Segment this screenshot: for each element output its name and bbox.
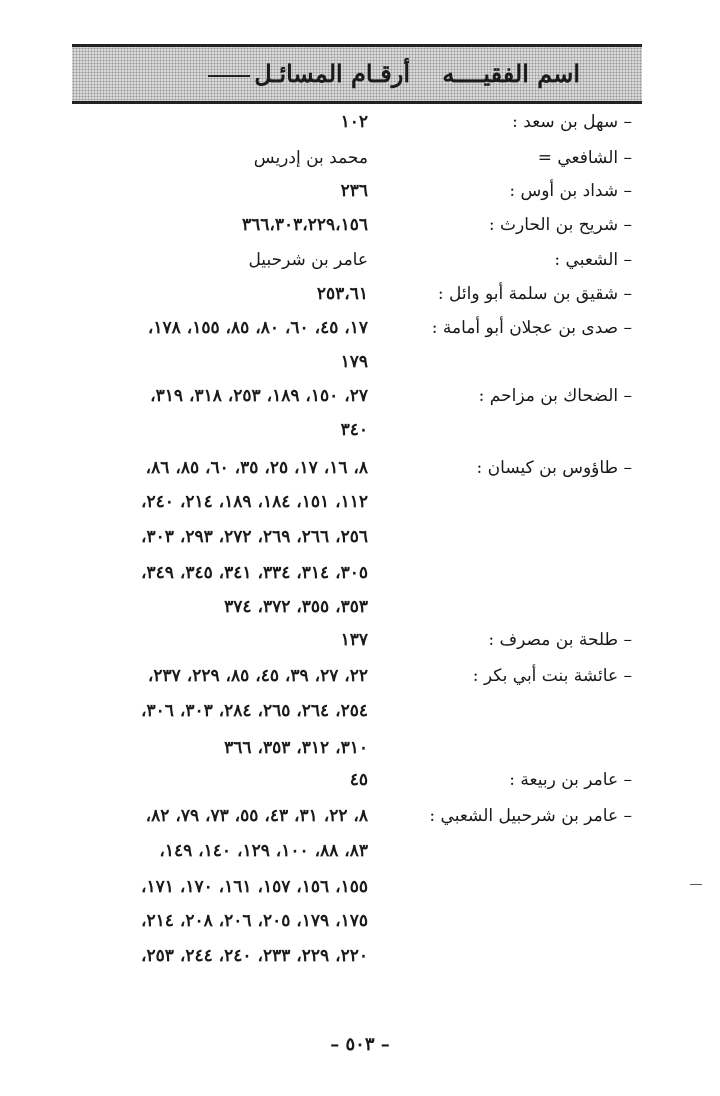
issue-numbers: ٢٥٣،٦١ — [316, 284, 368, 304]
issue-numbers: ٨٣، ٨٨، ١٠٠، ١٢٩، ١٤٠، ١٤٩، — [159, 841, 368, 861]
issue-numbers: ٣٤٠ — [340, 420, 368, 440]
table-row — [0, 738, 720, 772]
table-row — [0, 284, 720, 318]
jurist-name: – عامر بن شرحبيل الشعبي : — [429, 806, 632, 826]
issue-numbers: ٢٣٦ — [340, 181, 368, 201]
table-row — [0, 318, 720, 352]
table-row — [0, 666, 720, 700]
table-row — [0, 352, 720, 386]
issue-numbers: ١٣٧ — [340, 630, 368, 650]
jurist-name: – عائشة بنت أبي بكر : — [472, 666, 632, 686]
table-row — [0, 563, 720, 597]
table-row — [0, 770, 720, 804]
table-row — [0, 420, 720, 454]
table-row — [0, 492, 720, 526]
jurist-name: – طاؤوس بن كيسان : — [476, 458, 632, 478]
jurist-name: – شريح بن الحارث : — [488, 215, 632, 235]
issue-numbers: ٣٦٦،٣٠٣،٢٢٩،١٥٦ — [241, 215, 368, 235]
jurist-name: – سهل بن سعد : — [512, 112, 632, 132]
issue-numbers: ٢٧، ١٥٠، ١٨٩، ٢٥٣، ٣١٨، ٣١٩، — [150, 386, 368, 406]
issue-numbers: ٨، ١٦، ١٧، ٢٥، ٣٥، ٦٠، ٨٥، ٨٦، — [145, 458, 368, 478]
jurist-name: – الشعبي : — [554, 250, 632, 270]
issue-numbers: ٣١٠، ٣١٢، ٣٥٣، ٣٦٦ — [224, 738, 368, 758]
jurist-name: – شداد بن أوس : — [509, 181, 632, 201]
issue-numbers: ٢٢، ٢٧، ٣٩، ٤٥، ٨٥، ٢٢٩، ٢٣٧، — [147, 666, 368, 686]
table-row — [0, 386, 720, 420]
header-issue-numbers: أرقـام المسائـل — [204, 59, 410, 88]
jurist-name: – طلحة بن مصرف : — [488, 630, 632, 650]
table-row — [0, 701, 720, 735]
issue-numbers: ٤٥ — [349, 770, 368, 790]
table-row — [0, 597, 720, 631]
page-number: – ٥٠٣ – — [330, 1034, 390, 1055]
table-row — [0, 630, 720, 664]
issue-numbers: عامر بن شرحبيل — [248, 250, 368, 270]
table-row — [0, 841, 720, 875]
table-row — [0, 458, 720, 492]
issue-numbers: ٨، ٢٢، ٣١، ٤٣، ٥٥، ٧٣، ٧٩، ٨٢، — [145, 806, 368, 826]
margin-mark — [690, 884, 702, 885]
issue-numbers: ٢٢٠، ٢٢٩، ٢٣٣، ٢٤٠، ٢٤٤، ٢٥٣، — [141, 946, 368, 966]
issue-numbers: ١٧٥، ١٧٩، ٢٠٥، ٢٠٦، ٢٠٨، ٢١٤، — [141, 911, 368, 931]
issue-numbers: ١٧٩ — [340, 352, 368, 372]
table-row — [0, 215, 720, 249]
issue-numbers: ١٥٥، ١٥٦، ١٥٧، ١٦١، ١٧٠، ١٧١، — [141, 877, 368, 897]
table-row — [0, 911, 720, 945]
issue-numbers: ٣٠٥، ٣١٤، ٣٣٤، ٣٤١، ٣٤٥، ٣٤٩، — [141, 563, 368, 583]
issue-numbers: ٢٥٦، ٢٦٦، ٢٦٩، ٢٧٢، ٢٩٣، ٣٠٣، — [141, 527, 368, 547]
issue-numbers: ١٠٢ — [340, 112, 368, 132]
jurist-name: – شقيق بن سلمة أبو وائل : — [437, 284, 632, 304]
issue-numbers: محمد بن إدريس — [253, 148, 368, 168]
jurist-name: – صدى بن عجلان أبو أمامة : — [431, 318, 632, 338]
table-row — [0, 250, 720, 284]
issue-numbers: ١١٢، ١٥١، ١٨٤، ١٨٩، ٢١٤، ٢٤٠، — [141, 492, 368, 512]
jurist-name: – الضحاك بن مزاحم : — [478, 386, 632, 406]
header-jurist-name: اسم الفقيــــه — [442, 59, 580, 88]
jurist-name: – عامر بن ربيعة : — [509, 770, 632, 790]
issue-numbers: ٣٥٣، ٣٥٥، ٣٧٢، ٣٧٤ — [224, 597, 368, 617]
table-row — [0, 112, 720, 146]
table-header — [72, 44, 642, 104]
issue-numbers: ١٧، ٤٥، ٦٠، ٨٠، ٨٥، ١٥٥، ١٧٨، — [147, 318, 368, 338]
table-row — [0, 527, 720, 561]
table-row — [0, 877, 720, 911]
table-row — [0, 181, 720, 215]
issue-numbers: ٢٥٤، ٢٦٤، ٢٦٥، ٢٨٤، ٣٠٣، ٣٠٦، — [141, 701, 368, 721]
jurist-name: – الشافعي = — [537, 148, 632, 168]
table-row — [0, 946, 720, 980]
table-row — [0, 148, 720, 182]
table-row — [0, 806, 720, 840]
